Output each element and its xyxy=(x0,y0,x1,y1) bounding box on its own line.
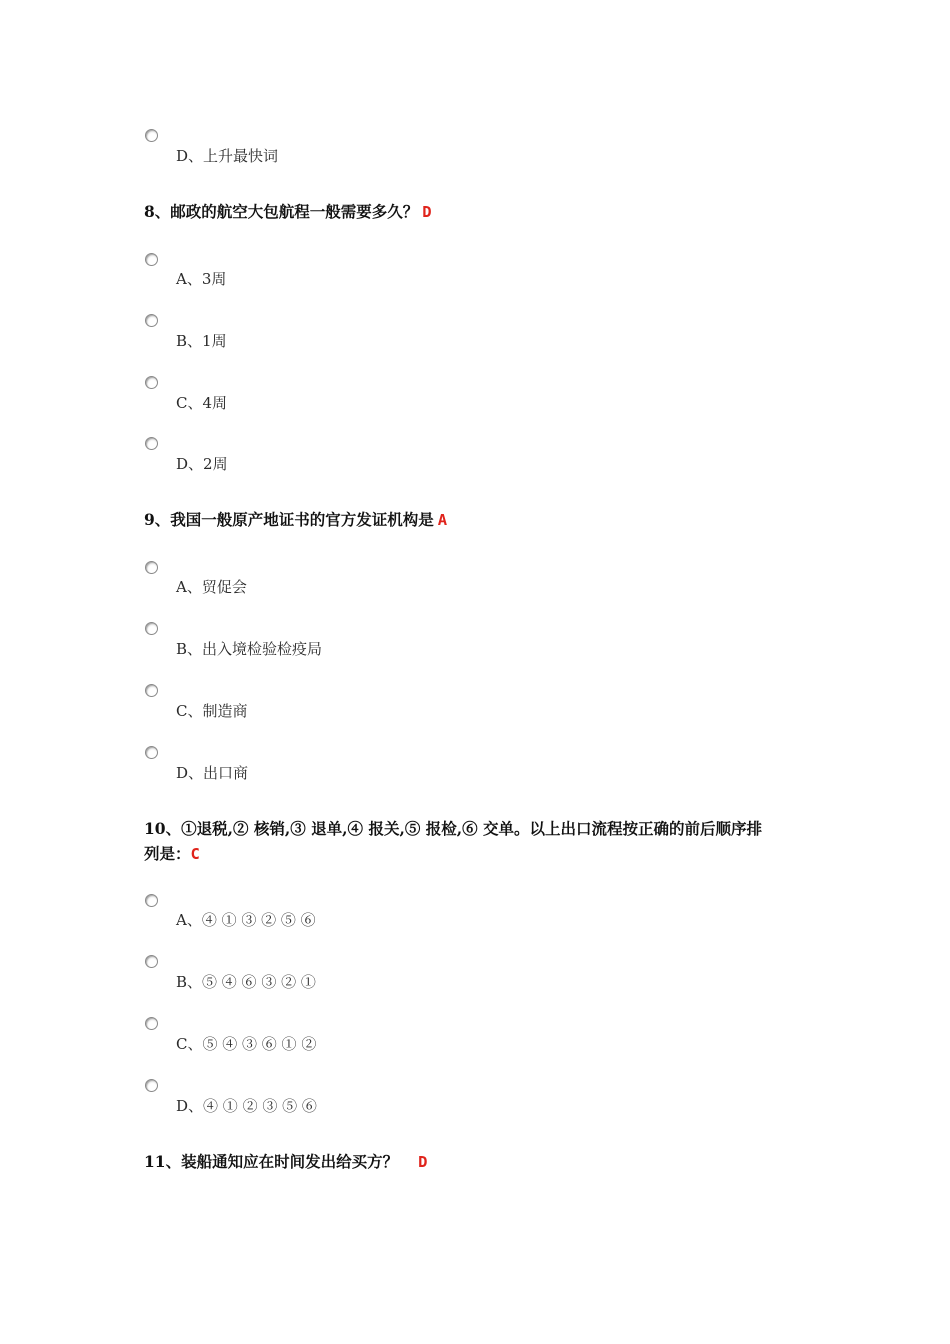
question-9 xyxy=(144,507,814,533)
radio-button-q10-c[interactable] xyxy=(145,1017,158,1030)
option-label-q9-c: C、制造商 xyxy=(176,702,248,720)
question-8-answer: D xyxy=(422,203,432,221)
question-8 xyxy=(144,199,814,225)
question-10-text-line2: 列是： xyxy=(144,844,191,863)
option-label-q8-d: D、2周 xyxy=(176,455,228,473)
radio-button-q9-d[interactable] xyxy=(145,746,158,759)
question-11 xyxy=(144,1149,814,1175)
question-9-text: 9、我国一般原产地证书的官方发证机构是 xyxy=(144,510,434,529)
option-label-q9-a: A、贸促会 xyxy=(176,578,247,596)
option-label-q10-a: A、④ ① ③ ② ⑤ ⑥ xyxy=(176,911,316,929)
question-9-answer: A xyxy=(437,511,448,529)
option-label-top-d: D、上升最快词 xyxy=(176,147,279,165)
option-label-q8-c: C、4周 xyxy=(176,394,228,412)
radio-button-q10-a[interactable] xyxy=(145,894,158,907)
option-label-q10-c: C、⑤ ④ ③ ⑥ ① ② xyxy=(176,1035,317,1053)
question-11-answer: D xyxy=(418,1153,428,1171)
radio-button-q10-b[interactable] xyxy=(145,955,158,968)
question-10 xyxy=(144,816,814,867)
radio-button-q9-b[interactable] xyxy=(145,622,158,635)
radio-button-q9-a[interactable] xyxy=(145,561,158,574)
radio-button-q8-c[interactable] xyxy=(145,376,158,389)
option-label-q10-b: B、⑤ ④ ⑥ ③ ② ① xyxy=(176,973,316,991)
radio-button-top-d[interactable] xyxy=(145,129,158,142)
radio-button-q8-d[interactable] xyxy=(145,437,158,450)
question-8-text: 8、邮政的航空大包航程一般需要多久？ xyxy=(144,202,419,221)
question-10-text-line1: 10、①退税,② 核销,③ 退单,④ 报关,⑤ 报检,⑥ 交单。以上出口流程按正确的前后顺序排 xyxy=(144,819,763,838)
radio-button-q9-c[interactable] xyxy=(145,684,158,697)
option-label-q9-d: D、出口商 xyxy=(176,764,249,782)
question-10-answer: C xyxy=(190,845,200,863)
question-11-text: 11、装船通知应在时间发出给买方？ xyxy=(144,1152,399,1171)
radio-button-q8-b[interactable] xyxy=(145,314,158,327)
option-label-q8-a: A、3周 xyxy=(176,270,227,288)
option-label-q8-b: B、1周 xyxy=(176,332,227,350)
radio-button-q8-a[interactable] xyxy=(145,253,158,266)
radio-button-q10-d[interactable] xyxy=(145,1079,158,1092)
option-label-q9-b: B、出入境检验检疫局 xyxy=(176,640,323,658)
option-label-q10-d: D、④ ① ② ③ ⑤ ⑥ xyxy=(176,1097,317,1115)
